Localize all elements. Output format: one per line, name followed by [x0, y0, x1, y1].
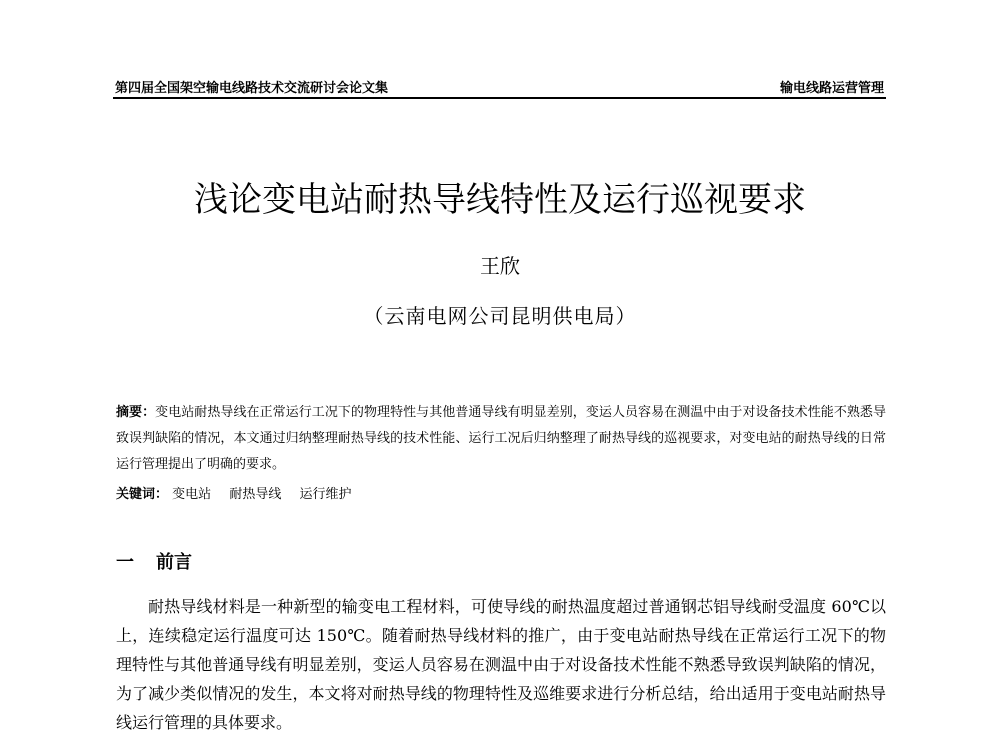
running-header — [113, 75, 886, 99]
abstract-label: 摘要： — [116, 405, 156, 420]
paper-title: 浅论变电站耐热导线特性及运行巡视要求 — [194, 180, 806, 220]
section-title: 前言 — [156, 552, 192, 573]
keyword-item: 变电站 — [172, 487, 212, 502]
keywords-label: 关键词： — [116, 487, 169, 502]
section-heading — [116, 548, 192, 574]
author-affiliation: （云南电网公司昆明供电局） — [363, 304, 637, 328]
keyword-item: 耐热导线 — [229, 487, 282, 502]
section-category: 输电线路运营管理 — [779, 81, 884, 96]
body-paragraph: 耐热导线材料是一种新型的输变电工程材料，可使导线的耐热温度超过普通钢芯铝导线耐受温度 60℃以上，连续稳定运行温度可达 150℃。随着耐热导线材料的推广，由于变电站耐热导线在正常运行工况下的物理特性与其他普通导线有明显差别，变运人员容易在测温中由于对设备技术性能不熟悉导致误判缺陷的情况，为了减少类似情况的发生，本文将对耐热导线的物理特性及巡维要求进行分析总结，给出适用于变电站耐热导线运行管理的具体要求。 — [116, 597, 886, 732]
proceedings-title: 第四届全国架空输电线路技术交流研讨会论文集 — [115, 81, 389, 96]
keyword-item: 运行维护 — [299, 487, 352, 502]
keywords — [116, 483, 886, 502]
section-number: 一 — [116, 552, 134, 573]
author-name: 王欣 — [480, 254, 520, 278]
abstract — [116, 400, 886, 478]
abstract-text: 变电站耐热导线在正常运行工况下的物理特性与其他普通导线有明显差别，变运人员容易在测温中由于对设备技术性能不熟悉导致误判缺陷的情况，本文通过归纳整理耐热导线的技术性能、运行工况后归纳整理了耐热导线的巡视要求，对变电站的耐热导线的日常运行管理提出了明确的要求。 — [116, 405, 886, 472]
